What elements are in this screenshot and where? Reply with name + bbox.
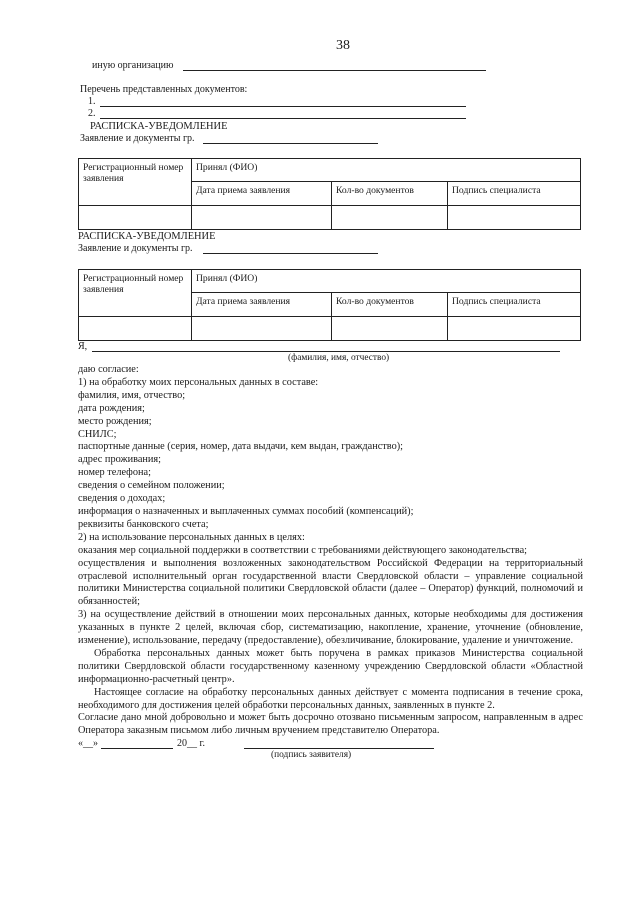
consent-intro: даю согласие: — [78, 364, 139, 375]
receipt-1-signature-header: Подпись специалиста — [448, 182, 581, 206]
docs-list-line-2 — [100, 118, 466, 119]
receipt-2-reg-number-header: Регистрационный номер заявления — [79, 270, 192, 317]
other-org-label: иную организацию — [92, 60, 174, 71]
receipt-2-signature-header: Подпись специалиста — [448, 293, 581, 317]
section-1-item: СНИЛС; — [78, 428, 117, 440]
consent-body — [78, 364, 583, 738]
docs-list-item-1: 1. — [88, 96, 96, 107]
receipt-1-table — [78, 158, 581, 230]
section-1-item: паспортные данные (серия, номер, дата выдачи, кем выдан, гражданство); — [78, 441, 404, 453]
section-1-item: адрес проживания; — [78, 454, 162, 466]
other-org-line — [183, 70, 486, 71]
receipt-1-date-header: Дата приема заявления — [192, 182, 332, 206]
docs-list-line-1 — [100, 106, 466, 107]
signature-date-open: «__» — [78, 738, 98, 749]
validity-paragraph: Настоящее согласие на обработку персональных данных действует с момента подписания в течение срока, необходимого для достижения целей обработки персональных данных, заявленных в пункте 2. — [78, 686, 583, 711]
section-1-item: реквизиты банковского счета; — [78, 518, 209, 530]
section-1-item: информация о назначенных и выплаченных суммах пособий (компенсаций); — [78, 505, 414, 517]
signature-year: 20__ г. — [177, 738, 205, 749]
section-1-item: номер телефона; — [78, 467, 151, 479]
signature-caption: (подпись заявителя) — [271, 750, 352, 760]
receipt-2-reg-number-cell — [79, 317, 192, 341]
receipt-1-signature-cell — [448, 206, 581, 230]
receipt-2-count-header: Кол-во документов — [332, 293, 448, 317]
section-2-title: 2) на использование персональных данных в целях: — [78, 531, 305, 543]
receipt-1-from-line — [203, 143, 378, 144]
receipt-2-title: РАСПИСКА-УВЕДОМЛЕНИЕ — [78, 231, 216, 242]
section-1-title: 1) на обработку моих персональных данных в составе: — [78, 376, 319, 388]
docs-list-title: Перечень представленных документов: — [80, 84, 248, 95]
receipt-2-from-line — [203, 253, 378, 254]
receipt-1-count-cell — [332, 206, 448, 230]
section-3-paragraph: 3) на осуществление действий в отношении моих персональных данных, которые необходимы для достижения указанных в пункте 2 целей, включая сбор, систематизацию, накопление, хранение, уточнение (обновление, изменение), использование, передачу (предоставление), обезличивание, блокирование, удаление и уничтожение. — [78, 609, 583, 647]
receipt-1-from-label: Заявление и документы гр. — [80, 133, 195, 144]
receipt-2-from-label: Заявление и документы гр. — [78, 243, 193, 254]
receipt-2-table — [78, 269, 581, 341]
docs-list-item-2: 2. — [88, 108, 96, 119]
page-number: 38 — [336, 38, 350, 53]
receipt-2-count-cell — [332, 317, 448, 341]
receipt-2-date-header: Дата приема заявления — [192, 293, 332, 317]
receipt-1-count-header: Кол-во документов — [332, 182, 448, 206]
receipt-1-title: РАСПИСКА-УВЕДОМЛЕНИЕ — [90, 121, 228, 132]
receipt-1-accepted-header: Принял (ФИО) — [192, 159, 581, 182]
receipt-2-signature-cell — [448, 317, 581, 341]
name-line — [92, 351, 560, 352]
receipt-2-accepted-header: Принял (ФИО) — [192, 270, 581, 293]
receipt-1-reg-number-header: Регистрационный номер заявления — [79, 159, 192, 206]
name-caption: (фамилия, имя, отчество) — [288, 353, 390, 363]
section-1-item: место рождения; — [78, 415, 152, 427]
section-2-line-1: оказания мер социальной поддержки в соответствии с требованиями действующего законодательства; — [78, 544, 528, 556]
name-prefix: Я, — [78, 341, 88, 352]
section-2-paragraph: осуществления и выполнения возложенных законодательством Российской Федерации на территориальный отраслевой исполнительный орган государственной власти Свердловской области – управление социальной политики Министерства социальной политики Свердловской области (далее – Оператор) функций, полномочий и обязанностей; — [78, 557, 583, 608]
section-1-item: сведения о доходах; — [78, 493, 166, 505]
section-1-item: дата рождения; — [78, 402, 145, 414]
section-1-item: сведения о семейном положении; — [78, 480, 225, 492]
signature-line — [244, 748, 434, 749]
section-1-item: фамилия, имя, отчество; — [78, 389, 186, 401]
receipt-1-reg-number-cell — [79, 206, 192, 230]
revoke-paragraph: Согласие дано мной добровольно и может быть досрочно отозвано письменным запросом, направленным в адрес Оператора заказным письмом либо личным вручением представителю Оператора. — [78, 712, 583, 737]
receipt-2-date-cell — [192, 317, 332, 341]
signature-month-line — [101, 748, 173, 749]
processing-paragraph: Обработка персональных данных может быть поручена в рамках приказов Министерства социальной политики Свердловской области государственному казенному учреждению Свердловской области «Областной информационно-расчетный центр». — [78, 647, 583, 685]
receipt-1-date-cell — [192, 206, 332, 230]
